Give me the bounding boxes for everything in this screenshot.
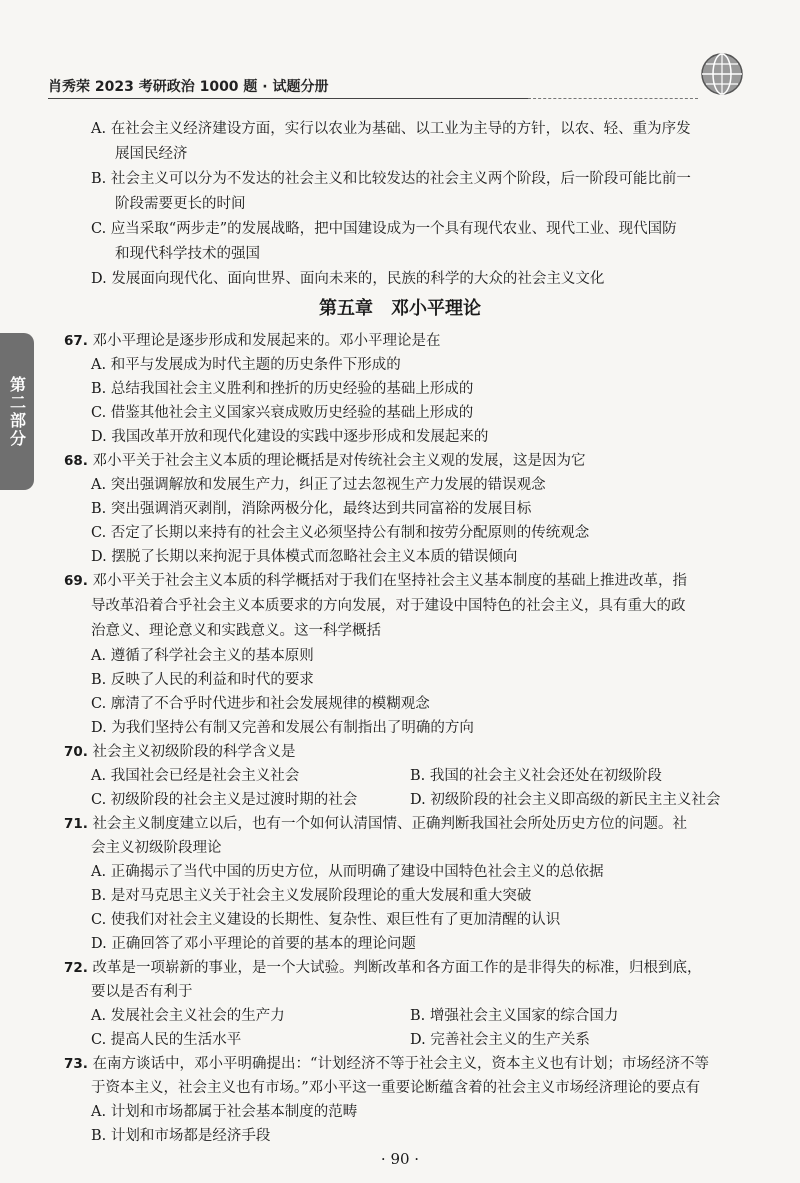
- running-header: 肖秀荣 2023 考研政治 1000 题 · 试题分册: [48, 79, 329, 95]
- question-number: 72.: [64, 960, 88, 976]
- question-number: 67.: [64, 333, 88, 349]
- option-b: B. 计划和市场都是经济手段: [91, 1128, 271, 1144]
- question-73: [64, 1054, 709, 1074]
- question-stem: 社会主义制度建立以后，也有一个如何认清国情、正确判断我国社会所处历史方位的问题。社: [92, 816, 688, 832]
- question-stem: 改革是一项崭新的事业，是一个大试验。判断改革和各方面工作的是非得失的标准，归根到底，: [92, 960, 702, 976]
- option-text: D. 发展面向现代化、面向世界、面向未来的，民族的科学的大众的社会主义文化: [91, 271, 605, 287]
- option-b: B. 反映了人民的利益和时代的要求: [91, 672, 314, 688]
- option-d: D. 完善社会主义的生产关系: [410, 1032, 590, 1048]
- option-text: 和现代科学技术的强国: [115, 246, 260, 262]
- question-stem: 会主义初级阶段理论: [91, 840, 222, 856]
- header-rule: [48, 98, 528, 99]
- option-d: D. 为我们坚持公有制又完善和发展公有制指出了明确的方向: [91, 720, 474, 736]
- question-72: [64, 958, 702, 978]
- option-d: D. 摆脱了长期以来拘泥于具体模式而忽略社会主义本质的错误倾向: [91, 549, 518, 565]
- option-c: C. 初级阶段的社会主义是过渡时期的社会: [91, 792, 358, 808]
- option-a: A. 发展社会主义社会的生产力: [91, 1008, 285, 1024]
- question-number: 71.: [64, 816, 88, 832]
- question-70: [64, 742, 296, 762]
- question-stem: 导改革沿着合乎社会主义本质要求的方向发展，对于建设中国特色的社会主义，具有重大的政: [91, 598, 686, 614]
- question-stem: 邓小平理论是逐步形成和发展起来的。邓小平理论是在: [92, 333, 441, 349]
- option-c: C. 借鉴其他社会主义国家兴衰成败历史经验的基础上形成的: [91, 405, 474, 421]
- option-c: C. 提高人民的生活水平: [91, 1032, 242, 1048]
- option-a: A. 遵循了科学社会主义的基本原则: [91, 648, 314, 664]
- option-a: A. 我国社会已经是社会主义社会: [91, 768, 300, 784]
- option-b: B. 是对马克思主义关于社会主义发展阶段理论的重大发展和重大突破: [91, 888, 532, 904]
- option-text: C. 应当采取“两步走”的发展战略，把中国建设成为一个具有现代农业、现代工业、现代国防: [91, 221, 677, 237]
- option-c: C. 使我们对社会主义建设的长期性、复杂性、艰巨性有了更加清醒的认识: [91, 912, 561, 928]
- option-b: B. 我国的社会主义社会还处在初级阶段: [410, 768, 662, 784]
- option-a: A. 计划和市场都属于社会基本制度的范畴: [91, 1104, 358, 1120]
- option-a: A. 和平与发展成为时代主题的历史条件下形成的: [91, 357, 401, 373]
- option-text: 阶段需要更长的时间: [115, 196, 246, 212]
- question-stem: 邓小平关于社会主义本质的理论概括是对传统社会主义观的发展，这是因为它: [92, 453, 586, 469]
- option-b: B. 突出强调消灭剥削，消除两极分化，最终达到共同富裕的发展目标: [91, 501, 532, 517]
- question-stem: 治意义、理论意义和实践意义。这一科学概括: [91, 623, 381, 639]
- section-side-tab: 第二部分: [0, 333, 34, 490]
- question-stem: 社会主义初级阶段的科学含义是: [92, 744, 296, 760]
- option-d: D. 初级阶段的社会主义即高级的新民主主义社会: [410, 792, 721, 808]
- option-c: C. 廓清了不合乎时代进步和社会发展规律的模糊观念: [91, 696, 430, 712]
- option-b: B. 增强社会主义国家的综合国力: [410, 1008, 619, 1024]
- option-d: D. 正确回答了邓小平理论的首要的基本的理论问题: [91, 936, 416, 952]
- chapter-title: 第五章 邓小平理论: [319, 298, 481, 319]
- question-stem: 邓小平关于社会主义本质的科学概括对于我们在坚持社会主义基本制度的基础上推进改革，指: [92, 573, 688, 589]
- globe-icon: [700, 52, 744, 96]
- question-69: [64, 571, 687, 591]
- question-stem: 于资本主义，社会主义也有市场。”邓小平这一重要论断蕴含着的社会主义市场经济理论的要点有: [91, 1080, 701, 1096]
- option-b: B. 总结我国社会主义胜利和挫折的历史经验的基础上形成的: [91, 381, 474, 397]
- header-dashed-line: [528, 64, 698, 99]
- option-c: C. 否定了长期以来持有的社会主义必须坚持公有制和按劳分配原则的传统观念: [91, 525, 590, 541]
- question-68: [64, 451, 586, 471]
- question-71: [64, 814, 687, 834]
- question-number: 68.: [64, 453, 88, 469]
- option-text: A. 在社会主义经济建设方面，实行以农业为基础、以工业为主导的方针，以农、轻、重为序发: [91, 121, 691, 137]
- page-number: · 90 ·: [380, 1150, 420, 1168]
- option-text: 展国民经济: [115, 146, 188, 162]
- option-a: A. 突出强调解放和发展生产力，纠正了过去忽视生产力发展的错误观念: [91, 477, 546, 493]
- option-text: B. 社会主义可以分为不发达的社会主义和比较发达的社会主义两个阶段，后一阶段可能比前一: [91, 171, 691, 187]
- question-67: [64, 331, 441, 351]
- question-number: 70.: [64, 744, 88, 760]
- question-stem: 要以是否有利于: [91, 984, 193, 1000]
- question-number: 73.: [64, 1056, 88, 1072]
- option-d: D. 我国改革开放和现代化建设的实践中逐步形成和发展起来的: [91, 429, 489, 445]
- question-stem: 在南方谈话中，邓小平明确提出：“计划经济不等于社会主义，资本主义也有计划；市场经济不等: [92, 1056, 709, 1072]
- question-number: 69.: [64, 573, 88, 589]
- option-a: A. 正确揭示了当代中国的历史方位，从而明确了建设中国特色社会主义的总依据: [91, 864, 604, 880]
